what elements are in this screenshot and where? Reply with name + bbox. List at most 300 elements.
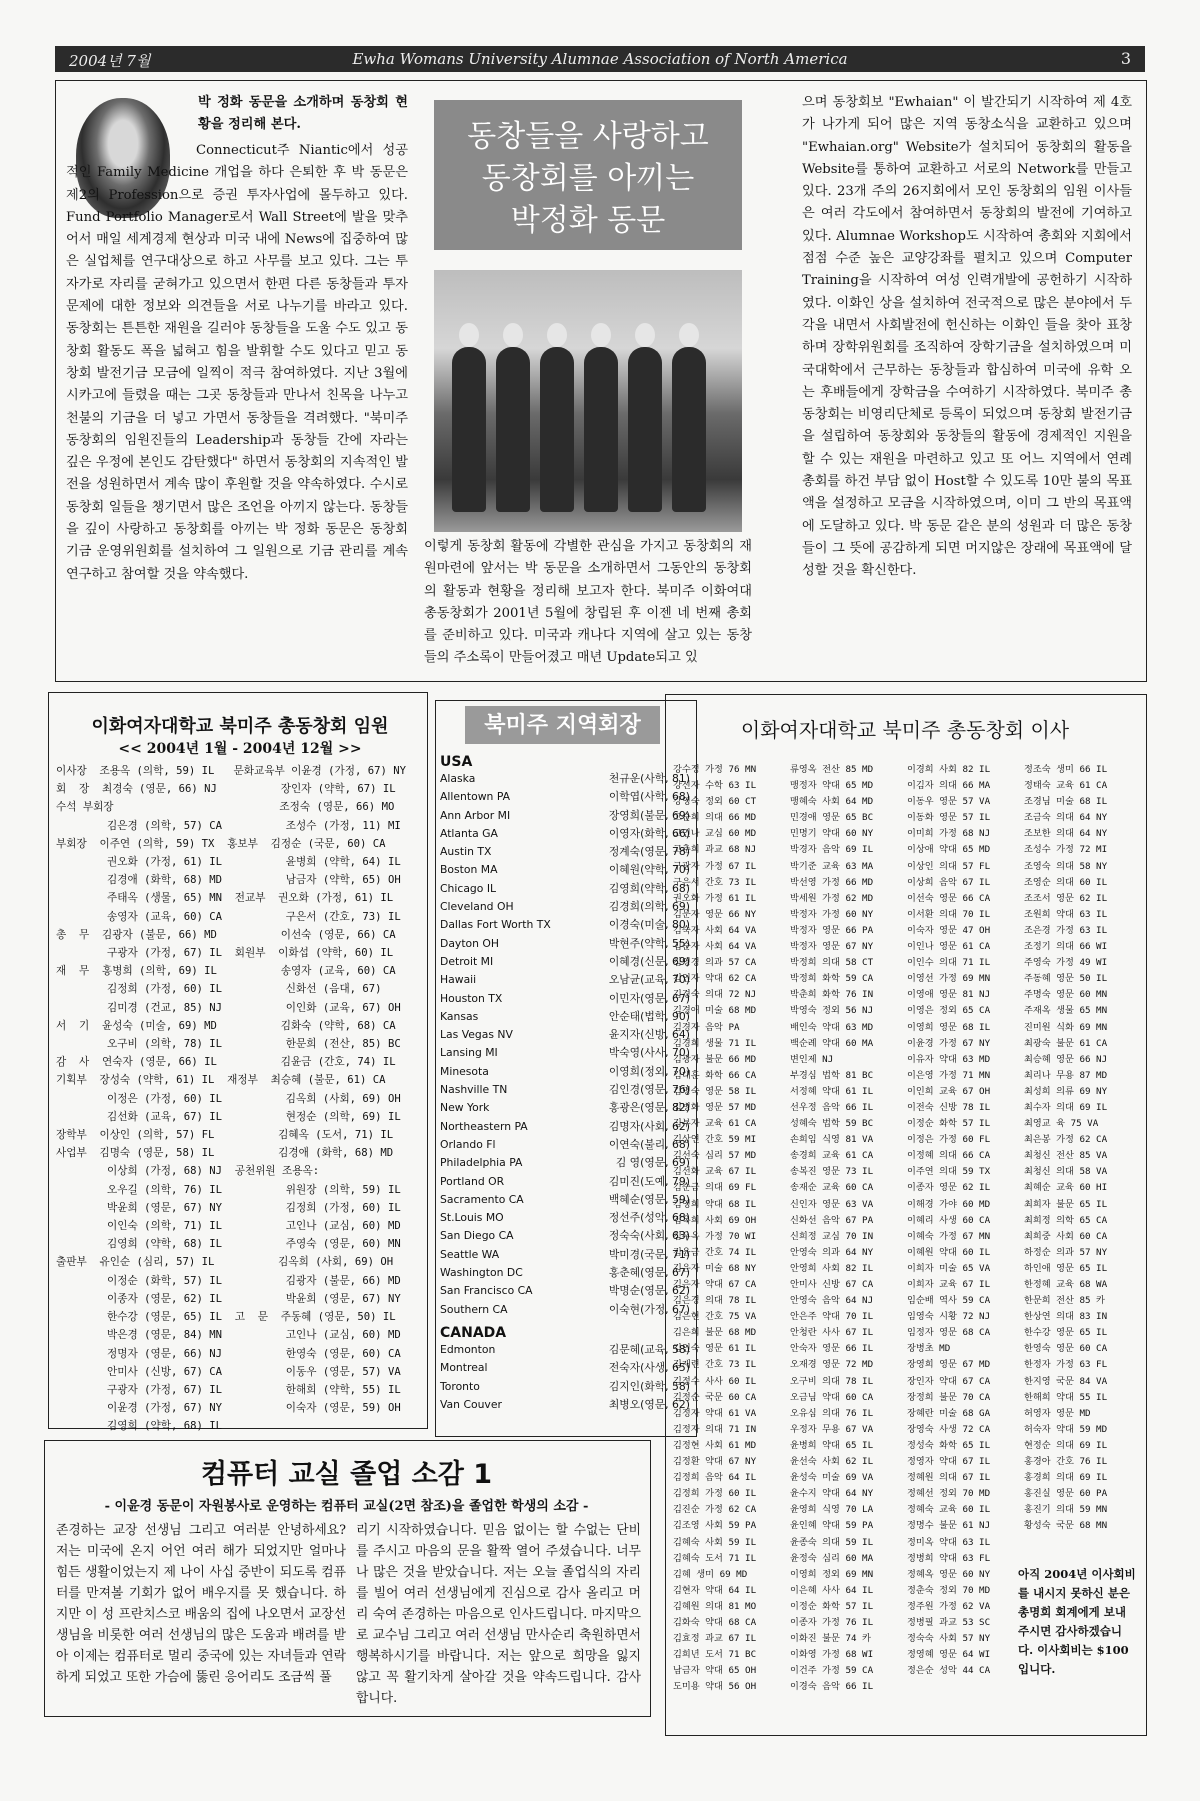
directors-column: [790, 762, 908, 1695]
region-name: Allentown PA: [440, 790, 511, 804]
director-entry: 정조숙 생미 66 IL: [1024, 764, 1108, 775]
director-entry: 이영선 가정 69 MN: [907, 973, 991, 985]
region-group-label: USA: [440, 754, 473, 770]
region-name: Seattle WA: [440, 1247, 500, 1261]
region-name: Kansas: [440, 1009, 479, 1023]
region-name: Washington DC: [440, 1266, 523, 1280]
director-entry: 김선숙 심리 57 MD: [673, 1150, 757, 1162]
region-chair: 전숙자(사생, 65): [608, 1361, 690, 1375]
director-entry: 최광숙 불문 61 CA: [1024, 1037, 1108, 1049]
header-page-number: 3: [1120, 49, 1131, 68]
director-entry: 장인자 약대 67 CA: [907, 1375, 991, 1387]
director-entry: 맹정자 약대 65 MD: [790, 780, 874, 792]
region-row: [440, 880, 690, 898]
director-entry: 강영숙 정외 60 CT: [673, 796, 757, 808]
director-entry: 조영순 의대 60 IL: [1024, 876, 1108, 888]
region-chair: 정선주(성악, 68): [608, 1211, 690, 1225]
region-chair: 이숙현(가정, 67): [608, 1302, 690, 1316]
director-entry: 김선화 교육 67 IL: [673, 1166, 757, 1178]
director-entry: 이종자 가정 76 IL: [790, 1616, 874, 1628]
director-entry: 하인애 영문 65 IL: [1024, 1262, 1108, 1274]
director-entry: 이경희 사회 82 IL: [907, 764, 991, 775]
director-entry: 김혜원 의대 81 MO: [673, 1600, 757, 1612]
director-entry: 조금숙 의대 64 NY: [1024, 812, 1108, 824]
officer-row: 출판부 유인순 (심리, 57) IL 김옥희 (사회, 69) OH: [56, 1256, 394, 1269]
director-entry: 강수정 가정 76 MN: [673, 764, 757, 775]
director-entry: 고순희 의대 66 MD: [673, 812, 757, 824]
director-entry: 이정혜 의대 66 CA: [907, 1150, 991, 1162]
directors-column: [673, 762, 791, 1695]
officer-row: 권오화 (가정, 61) IL 윤병희 (약학, 64) IL: [56, 856, 401, 869]
directors-column: [1024, 762, 1138, 1535]
region-name: Las Vegas NV: [440, 1028, 513, 1042]
director-entry: 주재옥 생물 65 MN: [1024, 1005, 1108, 1017]
director-entry: 신화선 음악 67 PA: [790, 1214, 874, 1226]
director-entry: 이동화 영문 57 IL: [907, 812, 991, 824]
director-entry: 윤병희 약대 65 IL: [790, 1439, 874, 1451]
director-entry: 고인나 교심 60 MD: [673, 828, 757, 840]
director-entry: 안숙자 영문 66 IL: [790, 1343, 874, 1355]
director-entry: 이윤경 가정 67 NY: [907, 1037, 991, 1049]
director-entry: 민명기 약대 60 NY: [790, 828, 874, 840]
director-entry: 백순례 약대 60 MA: [790, 1037, 874, 1049]
region-name: St.Louis MO: [440, 1211, 504, 1225]
region-chair: 백혜순(영문, 59): [608, 1192, 690, 1206]
region-chair: 안순태(법학, 90): [608, 1009, 690, 1023]
officer-row: 송영자 (교육, 60) CA 구은서 (간호, 73) IL: [56, 910, 401, 923]
region-name: Toronto: [440, 1379, 480, 1393]
director-entry: 김대훈 화학 66 CA: [673, 1069, 757, 1081]
officer-row: 김선화 (교육, 67) IL 현정순 (의학, 69) IL: [56, 1110, 401, 1123]
director-entry: 김순금 의대 69 FL: [673, 1182, 757, 1194]
director-entry: 강신자 수학 63 IL: [673, 780, 757, 792]
director-entry: 한정자 가정 63 FL: [1024, 1359, 1108, 1371]
officer-row: 구광자 (가정, 67) IL 회원부 이화섭 (약학, 60) IL: [56, 947, 394, 960]
director-entry: 김효정 과교 67 IL: [673, 1633, 757, 1645]
director-entry: 김인숙 영문 61 IL: [673, 1343, 757, 1355]
article-lead: 박 정화 동문을 소개하며 동창회 현황을 정리해 본다.: [198, 95, 408, 133]
director-entry: 김문자 영문 66 NY: [673, 908, 757, 920]
director-entry: 한정혜 교육 68 WA: [1024, 1279, 1108, 1290]
director-entry: 김부자 교육 61 CA: [673, 1118, 757, 1130]
director-entry: 이혜리 사생 60 CA: [907, 1214, 991, 1226]
director-entry: 이김자 의대 66 MA: [907, 780, 991, 792]
director-entry: 고춘희 과교 68 NJ: [673, 844, 757, 856]
region-row: [440, 898, 690, 916]
officer-row: 한수강 (영문, 65) IL 고 문 주동혜 (영문, 50) IL: [56, 1311, 396, 1324]
officer-row: 총 무 김광자 (불문, 66) MD 이선숙 (영문, 66) CA: [56, 928, 396, 941]
director-entry: 최혜순 교육 60 HI: [1024, 1182, 1108, 1194]
director-entry: 김인자 약대 62 CA: [673, 973, 757, 985]
director-entry: 선우정 음악 66 IL: [790, 1101, 874, 1113]
director-entry: 이인나 영문 61 CA: [907, 941, 991, 953]
director-entry: 김우옥 가정 70 WI: [673, 1230, 757, 1242]
director-entry: 정태숙 교육 61 CA: [1024, 780, 1108, 792]
director-entry: 도미용 약대 56 OH: [673, 1681, 757, 1693]
director-entry: 이선숙 영문 66 CA: [907, 892, 991, 904]
director-entry: 정병희 약대 63 FL: [907, 1552, 991, 1564]
region-chair: 박숙영(사사, 70): [608, 1046, 690, 1060]
director-entry: 이희자 미술 65 VA: [907, 1262, 991, 1274]
director-entry: 김정환 약대 67 NY: [673, 1456, 757, 1468]
region-chair: 박미경(국문, 71): [608, 1247, 690, 1261]
region-name: Nashville TN: [440, 1083, 508, 1097]
director-entry: 이상희 음악 67 IL: [907, 876, 991, 888]
director-entry: 김정순 국문 60 CA: [673, 1391, 757, 1403]
director-entry: 이건주 가정 59 CA: [790, 1665, 874, 1677]
director-entry: 정주원 가정 62 VA: [907, 1600, 991, 1612]
officer-row: 김정희 (가정, 60) IL 신화선 (음대, 67): [56, 983, 382, 996]
director-entry: 한문희 전산 85 카: [1024, 1295, 1105, 1307]
director-entry: 손희임 식영 81 VA: [790, 1134, 874, 1146]
region-row: [440, 1209, 690, 1227]
director-entry: 이인희 교육 67 OH: [907, 1085, 991, 1097]
director-entry: 박정희 화학 59 CA: [790, 973, 874, 985]
director-entry: 임순배 역사 59 CA: [907, 1295, 991, 1307]
region-row: [440, 1396, 690, 1414]
director-entry: 조은경 가정 63 IL: [1024, 924, 1108, 936]
director-entry: 배인숙 약대 63 MD: [790, 1021, 874, 1033]
director-entry: 임정자 영문 68 CA: [907, 1327, 991, 1339]
region-row: [440, 1341, 690, 1359]
officer-row: 정명자 (영문, 66) NJ 한영숙 (영문, 60) CA: [56, 1347, 401, 1360]
officer-row: 김영희 (약학, 68) IL: [56, 1420, 222, 1433]
director-entry: 이영희 영문 68 IL: [907, 1021, 991, 1033]
region-name: Van Couver: [440, 1397, 502, 1411]
director-entry: 이숙자 영문 47 OH: [907, 924, 991, 936]
director-entry: 오유심 의대 76 IL: [790, 1407, 874, 1419]
director-entry: 김정현 사회 61 MD: [673, 1439, 757, 1451]
director-entry: 오금님 약대 60 CA: [790, 1391, 874, 1403]
director-entry: 김순자 사회 64 VA: [673, 941, 757, 953]
region-chair: 김영희(약학, 68): [608, 881, 690, 895]
director-entry: 조경님 미술 68 IL: [1024, 796, 1108, 808]
article-column-3: 으며 동창회보 "Ewhaian" 이 발간되기 시작하여 제 4호가 나가게 되어 많은 지역 동창소식을 교환하고 있으며 "Ewhaian.org" Website가 설치되어 동창회의 활동을 Website를 통하여 교환하고 서로의 Network를 만들고 있다. 23개 주의 26지회에서 모인 동창회의 임원 이사들은 여러 각도에서 참여하면서 동창회의 발전에 기여하고 있다. Alumnae Workshop도 시작하여 총회와 지회에서 점점 수준 높은 교양강좌를 펼치고 있으며 Computer Training을 시작하여 여성 인력개발에 공헌하기 시작하였다. 이화인 상을 설치하여 전국적으로 많은 분야에서 두각을 내면서 사회발전에 헌신하는 이화인 들을 찾아 표창하며 장학위원회를 조직하여 장학기금을 설치하였으며 미국대학에서 근무하는 동창들과 합심하여 미국에 유학 오는 후배들에게 장학금을 수여하기 시작하였다. 북미주 총 동창회는 비영리단체로 등록이 되었으며 동창회 발전기금을 설립하여 동창회와 동창들의 활동에 경제적인 지원을 할 수 있는 재원을 마련하고 있고 또 어느 지역에서 연례 총회를 하건 부담 없이 Host할 수 있도록 10만 불의 목표액을 설정하고 모금을 시작하였으며, 이미 그 반의 목표액에 도달하고 있다. 박 동문 같은 분의 성원과 더 많은 동창들이 그 뜻에 공감하게 되면 머지않은 장래에 목표액에 달성할 것을 확신한다.: [802, 95, 1132, 579]
region-row: [440, 916, 690, 934]
director-entry: 이해경 가야 60 MD: [907, 1198, 991, 1210]
director-entry: 구은서 간호 73 IL: [673, 876, 757, 888]
director-entry: 김명숙 영문 58 IL: [673, 1085, 757, 1097]
officer-row: 서 기 윤성숙 (미술, 69) MD 김화숙 (약학, 68) CA: [56, 1019, 396, 1032]
region-row: [440, 770, 690, 788]
director-entry: 우정자 무용 67 VA: [790, 1423, 874, 1435]
director-entry: 김경희 생물 71 IL: [673, 1037, 757, 1049]
directors-title: 이화여자대학교 북미주 총동창회 이사: [740, 718, 1070, 742]
region-chair: 김 영(영문, 69): [615, 1156, 690, 1170]
region-row: [440, 1154, 690, 1172]
director-entry: 김은희 불문 68 MD: [673, 1327, 757, 1339]
region-name: Atlanta GA: [440, 826, 498, 840]
director-entry: 김정자 의대 71 IN: [673, 1423, 757, 1435]
director-entry: 송재순 교육 60 CA: [790, 1182, 874, 1194]
region-chair: 박현주(약학, 55): [608, 936, 690, 950]
director-entry: 오구비 의대 78 IL: [790, 1375, 874, 1387]
director-entry: 김은자 약대 67 CA: [673, 1279, 757, 1290]
officer-row: 김미경 (건교, 85) NJ 이인화 (교육, 67) OH: [56, 1001, 401, 1014]
region-chair: 이민자(영문, 67): [608, 991, 690, 1005]
director-entry: 이종자 영문 62 IL: [907, 1182, 991, 1194]
director-entry: 민경애 영문 65 BC: [790, 812, 874, 824]
director-entry: 서정혜 약대 61 IL: [790, 1085, 874, 1097]
director-entry: 박경자 음악 69 IL: [790, 844, 874, 856]
director-entry: 장병초 MD: [907, 1343, 951, 1355]
director-entry: 정혜선 정외 70 MD: [907, 1488, 991, 1500]
director-entry: 최은봉 가정 62 CA: [1024, 1134, 1108, 1146]
director-entry: 한상연 의대 83 IN: [1024, 1311, 1108, 1323]
region-name: Sacramento CA: [440, 1192, 524, 1206]
director-entry: 이전숙 신방 78 IL: [907, 1101, 991, 1113]
director-entry: 정혜옥 영문 60 NY: [907, 1568, 991, 1580]
director-entry: 이화영 가정 68 WI: [790, 1649, 874, 1661]
director-entry: 정영자 약대 67 IL: [907, 1456, 991, 1468]
region-chair: 최병오(영문, 62): [608, 1397, 690, 1411]
director-entry: 현정순 의대 69 IL: [1024, 1439, 1108, 1451]
region-chair: 정숙숙(사회, 63): [608, 1229, 690, 1243]
director-entry: 이주연 의대 59 TX: [907, 1166, 991, 1178]
director-entry: 허숙자 약대 59 MD: [1024, 1423, 1108, 1435]
page-header: [55, 46, 1145, 72]
region-name: Edmonton: [440, 1342, 496, 1356]
officer-row: 이종자 (영문, 62) IL 박윤희 (영문, 67) NY: [56, 1292, 401, 1305]
officer-row: 장학부 이상인 (의학, 57) FL 김혜옥 (도서, 71) IL: [56, 1129, 394, 1142]
director-entry: 이인수 의대 71 IL: [907, 957, 991, 969]
director-entry: 임영숙 시황 72 NJ: [907, 1311, 991, 1323]
director-entry: 김경숙 의대 72 NJ: [673, 989, 757, 1001]
director-entry: 정영혜 영문 64 WI: [907, 1649, 991, 1661]
computer-column-1: 존경하는 교장 선생님 그리고 여러분 안녕하세요? 저는 미국에 온지 어언 여러 해가 되었지만 얼마나 힘든 생활이었는지 제 나이 사십 중반이 되도록 컴퓨터를 만져볼 기회가 없어 배우지를 못 했습니다. 하지만 이 성 프란치스코 배움의 집에 나오면서 교장선생님을 비롯한 여러 선생님의 많은 도움과 배려를 받아 이제는 컴퓨터로 멀리 중국에 있는 자녀들과 연락하게 되었고 또한 가슴에 뚫린 응어리도 조금씩 풀: [56, 1523, 346, 1685]
region-name: San Diego CA: [440, 1229, 514, 1243]
region-row: [440, 1191, 690, 1209]
region-chair: 천규운(사학, 81): [608, 772, 690, 785]
region-chair: 이경숙(미술, 80): [608, 918, 690, 932]
director-entry: 조영숙 의대 58 NY: [1024, 860, 1108, 872]
region-row: [440, 971, 690, 989]
region-row: [440, 1118, 690, 1136]
director-entry: 홍경희 의대 69 IL: [1024, 1472, 1108, 1484]
director-entry: 류영옥 전산 85 MD: [790, 764, 874, 775]
director-entry: 박정자 가정 60 NY: [790, 908, 874, 920]
region-row: [440, 1136, 690, 1154]
director-entry: 김재련 간호 73 IL: [673, 1359, 757, 1371]
director-entry: 구광자 가정 67 IL: [673, 860, 757, 872]
region-name: Alaska: [440, 772, 476, 785]
director-entry: 안미사 신방 67 CA: [790, 1279, 874, 1290]
officer-row: 회 장 최경숙 (영문, 66) NJ 장인자 (약학, 67) IL: [56, 783, 396, 796]
director-entry: 남금자 약대 65 OH: [673, 1665, 757, 1677]
region-row: [440, 1063, 690, 1081]
article-headline: [434, 100, 742, 250]
director-entry: 오재경 영문 72 MD: [790, 1359, 874, 1371]
director-entry: 김희년 도서 71 BC: [673, 1649, 757, 1661]
director-entry: 최수자 의대 69 IL: [1024, 1101, 1108, 1113]
region-row: [440, 1359, 690, 1377]
region-row: [440, 1246, 690, 1264]
region-row: [440, 935, 690, 953]
officer-row: 이정순 (화학, 57) IL 김광자 (불문, 66) MD: [56, 1274, 401, 1287]
region-name: Ann Arbor MI: [440, 808, 511, 822]
regions-title: 북미주 지역회장: [465, 706, 660, 744]
officer-row: 김은경 (의학, 57) CA 조성수 (가정, 11) MI: [56, 819, 401, 832]
region-name: Montreal: [440, 1361, 488, 1375]
region-chair: 이학엽(사학, 68): [608, 790, 690, 804]
director-entry: 정춘숙 정외 70 MD: [907, 1584, 991, 1596]
director-entry: 최청신 의대 58 VA: [1024, 1166, 1108, 1178]
director-entry: 부경심 법학 81 BC: [790, 1069, 874, 1081]
officer-row: 박윤희 (영문, 67) NY 김정희 (가정, 60) IL: [56, 1201, 401, 1214]
director-entry: 홍진기 의대 59 MN: [1024, 1504, 1108, 1516]
director-entry: 윤정숙 심리 60 MA: [790, 1552, 874, 1564]
director-entry: 이경숙 음악 66 IL: [790, 1681, 874, 1693]
director-entry: 김정희 음악 64 IL: [673, 1472, 757, 1484]
director-entry: 최희정 의학 65 CA: [1024, 1214, 1108, 1226]
director-entry: 김정자 약대 61 VA: [673, 1407, 757, 1419]
region-chair: 박명순(영문, 62): [608, 1284, 690, 1298]
officer-row: 김경애 (화학, 68) MD 남금자 (약학, 65) OH: [56, 874, 401, 887]
director-entry: 송복진 영문 73 IL: [790, 1166, 874, 1178]
director-entry: 김현자 약대 64 IL: [673, 1584, 757, 1596]
region-chair: 홍광은(영문, 82): [608, 1101, 690, 1115]
director-entry: 김조영 사회 59 PA: [673, 1520, 757, 1532]
director-entry: 안영숙 음악 64 NJ: [790, 1295, 874, 1307]
region-row: [440, 1026, 690, 1044]
header-publication: Ewha Womans University Alumnae Association of North America: [352, 50, 848, 68]
director-entry: 안청란 사사 67 IL: [790, 1327, 874, 1339]
region-row: [440, 1282, 690, 1300]
officer-row: 이인숙 (의학, 71) IL 고인나 (교심, 60) MD: [56, 1220, 401, 1233]
region-name: San Francisco CA: [440, 1284, 533, 1298]
header-date: 2004년 7월: [69, 52, 151, 70]
director-entry: 안은주 약대 70 IL: [790, 1311, 874, 1323]
director-entry: 진미원 식화 69 MN: [1024, 1021, 1108, 1033]
region-name: Austin TX: [440, 845, 492, 859]
officer-row: 이윤경 (가정, 67) NY 이숙자 (영문, 59) OH: [56, 1402, 401, 1415]
article-column-2: 이렇게 동창회 활동에 각별한 관심을 가지고 동창회의 재원마련에 앞서는 박 동문을 소개하면서 그동안의 동창회의 활동과 현황을 정리해 보고자 한다. 북미주 이화여대 총동창회가 2001년 5월에 창립된 후 이젠 네 번째 총회를 준비하고 있다. 미국과 캐나다 지역에 살고 있는 동창들의 주소록이 만들어졌고 매년 Update되고 있: [424, 539, 752, 666]
director-entry: 권오화 가정 61 IL: [673, 892, 757, 904]
officer-row: 기획부 장성숙 (약학, 61) IL 재정부 최승혜 (불문, 61) CA: [56, 1074, 386, 1087]
region-row: [440, 953, 690, 971]
region-row: [440, 1081, 690, 1099]
director-entry: 정은순 성악 44 CA: [907, 1665, 991, 1677]
director-entry: 한수강 영문 65 IL: [1024, 1327, 1108, 1339]
director-entry: 안영희 사회 82 IL: [790, 1262, 874, 1274]
director-entry: 박영숙 정외 56 NJ: [790, 1005, 874, 1017]
director-entry: 홍경아 간호 76 IL: [1024, 1456, 1108, 1468]
director-entry: 조성수 가정 72 MI: [1024, 844, 1108, 856]
director-entry: 정병필 과교 53 SC: [907, 1616, 991, 1628]
director-entry: 김정수 사사 60 IL: [673, 1375, 757, 1387]
director-entry: 이정순 화학 57 IL: [790, 1600, 874, 1612]
article-column-1: Connecticut주 Niantic에서 성공적인 Family Medicine 개업을 하다 은퇴한 후 박 동문은 제2의 Profession으로 증권 투자사업에 몰두하고 있다. Fund Portfolio Manager로서 Wall Street에 발을 맞추어서 매일 세계경제 현상과 미국 내에 News에 집중하여 많은 실업체를 연구대상으로 하고 사무를 보고 있다. 그는 투자가로 자리를 굳혀가고 있으면서 한편 다른 동창들과 투자문제에 대한 정보와 의견들을 서로 나누기를 바라고 있다. 동창회는 튼튼한 재원을 길러야 동창들을 도울 수도 있고 동창회 활동도 폭을 넓혀고 힘을 발휘할 수도 있다고 믿고 동창회 발전기금 모금에 일찍이 적극 참여하였다. 지난 3월에 시카고에 들렸을 때는 그곳 동창들과 만나서 친목을 나누고 천불의 기금을 더 넣고 가면서 동창들을 격려했다. "북미주 동창회의 임원진들의 Leadership과 동창들 간에 자라는 깊은 우정에 본인도 감탄했다" 하면서 동창회의 지속적인 발전을 성원하면서 계속 많이 후원할 것을 약속하였다. 수시로 동창회 일들을 챙기면서 많은 조언을 아끼지 않는다. 동창들을 깊이 사랑하고 동창회를 아끼는 박 정화 동문은 동창회 기금 운영위원회를 설치하여 그 일원으로 기금 관리를 계속 연구하고 참여할 것을 약속했다.: [66, 143, 408, 582]
region-row: [440, 861, 690, 879]
director-entry: 김영희 약대 68 IL: [673, 1198, 757, 1210]
region-chair: 김인경(영문, 76): [608, 1083, 690, 1097]
director-entry: 박세원 가정 62 MD: [790, 892, 874, 904]
director-entry: 이혜숙 가정 67 MN: [907, 1230, 991, 1242]
region-row: [440, 807, 690, 825]
director-entry: 정명수 불문 61 NJ: [907, 1520, 991, 1532]
director-entry: 윤성숙 미술 69 VA: [790, 1472, 874, 1484]
director-entry: 신인자 영문 63 VA: [790, 1198, 874, 1210]
region-name: Boston MA: [440, 863, 498, 877]
director-entry: 주영숙 가정 49 WI: [1024, 957, 1108, 969]
director-entry: 최리나 무용 87 MD: [1024, 1069, 1108, 1081]
region-name: Dallas Fort Worth TX: [440, 918, 551, 932]
director-entry: 이상애 약대 65 MD: [907, 844, 991, 856]
director-entry: 김혜숙 도서 71 IL: [673, 1552, 757, 1564]
director-entry: 이영애 영문 81 NJ: [907, 989, 991, 1001]
director-entry: 박선영 가정 66 MD: [790, 876, 874, 888]
region-row: [440, 1301, 690, 1319]
officer-row: 사업부 김명숙 (영문, 58) IL 김경애 (화학, 68) MD: [56, 1147, 394, 1160]
director-entry: 장정희 불문 70 CA: [907, 1391, 991, 1403]
officer-row: 김영희 (약학, 68) IL 주영숙 (영문, 60) MN: [56, 1238, 401, 1251]
region-chair: 정계숙(영문, 78): [608, 845, 690, 859]
directors-column: [907, 762, 1025, 1679]
region-row: [440, 1173, 690, 1191]
director-entry: 윤영희 식영 70 LA: [790, 1504, 874, 1516]
region-name: Southern CA: [440, 1302, 508, 1316]
officers-title: 이화여자대학교 북미주 총동창회 임원: [91, 716, 389, 737]
director-entry: 하정순 의과 57 NY: [1024, 1246, 1108, 1258]
region-chair: 김문혜(교육, 58): [608, 1342, 690, 1356]
region-row: [440, 788, 690, 806]
director-entry: 이동우 영문 57 VA: [907, 796, 991, 808]
dues-notice: 아직 2004년 이사회비를 내시지 못하신 분은 총명희 회계에게 보내주시면 감사하겠습니다. 이사회비는 $100입니다.: [1018, 1567, 1136, 1676]
director-entry: 변인제 NJ: [790, 1053, 834, 1065]
headline-line-1: 동창들을 사랑하고: [467, 119, 709, 154]
director-entry: 김경자 음악 PA: [673, 1021, 740, 1033]
director-entry: 김상연 간호 59 MI: [673, 1134, 757, 1146]
director-entry: 주동혜 영문 50 IL: [1024, 973, 1108, 985]
officer-row: 안미사 (신방, 67) CA 이동우 (영문, 57) VA: [56, 1365, 401, 1378]
region-name: Portland OR: [440, 1174, 505, 1188]
region-chair: 오남균(교육, 70): [608, 973, 690, 987]
region-chair: 홍춘혜(영문, 67): [608, 1266, 690, 1280]
director-entry: 한영숙 영문 60 CA: [1024, 1343, 1108, 1355]
officer-row: 수석 부회장 조정숙 (영문, 66) MO: [56, 801, 395, 814]
director-entry: 박기준 교육 63 MA: [790, 860, 874, 872]
region-name: Philadelphia PA: [440, 1156, 523, 1170]
director-entry: 김은자 미술 68 NY: [673, 1262, 757, 1274]
director-entry: 한지영 국문 84 VA: [1024, 1375, 1108, 1387]
director-entry: 김은경 의대 78 IL: [673, 1295, 757, 1307]
director-entry: 주명숙 영문 60 MN: [1024, 989, 1108, 1001]
group-photo: [434, 270, 742, 532]
director-entry: 황성숙 국문 68 MN: [1024, 1520, 1108, 1532]
director-entry: 송경희 교육 61 CA: [790, 1150, 874, 1162]
region-chair: 김미진(도예, 79): [608, 1174, 690, 1188]
director-entry: 김은현 간호 75 VA: [673, 1311, 757, 1323]
director-entry: 이미희 가정 68 NJ: [907, 828, 991, 840]
region-name: Lansing MI: [440, 1046, 498, 1060]
director-entry: 장영희 영문 67 MD: [907, 1359, 991, 1371]
director-entry: 이은혜 사사 64 IL: [790, 1584, 874, 1596]
director-entry: 정혜숙 교육 60 IL: [907, 1504, 991, 1516]
region-name: Detroit MI: [440, 954, 494, 968]
region-row: [440, 843, 690, 861]
director-entry: 김혜 생미 69 MD: [673, 1568, 748, 1580]
headline-line-2: 동창회를 아끼는: [481, 161, 695, 196]
director-entry: 김광자 불문 66 MD: [673, 1053, 757, 1065]
region-name: Houston TX: [440, 991, 503, 1005]
director-entry: 이은영 가정 71 MN: [907, 1069, 991, 1081]
officers-list: [56, 762, 422, 1436]
officer-row: 재 무 홍병희 (의학, 69) IL 송영자 (교육, 60) CA: [56, 965, 396, 978]
region-chair: 김지인(화학, 58): [608, 1379, 690, 1393]
director-entry: 조정기 의대 66 WI: [1024, 941, 1108, 953]
regions-list: [440, 754, 690, 1414]
director-entry: 윤선숙 사회 62 IL: [790, 1456, 874, 1468]
